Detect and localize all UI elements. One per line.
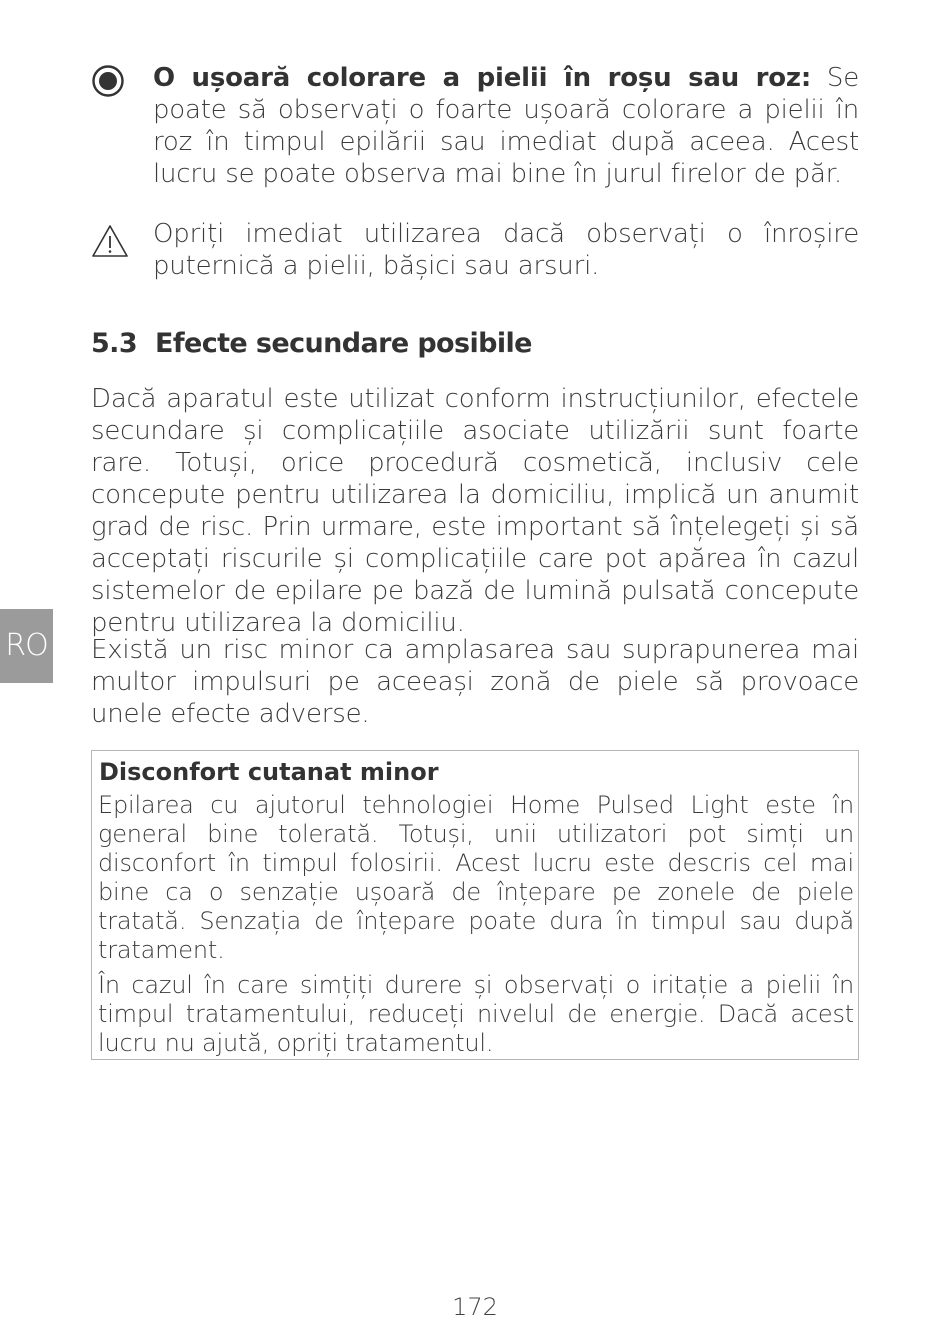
section-number: 5.3 [91,328,138,359]
warning-text: Opriți imediat utilizarea dacă observați o înroșire puternică a pielii, bășici sau arsuri. [153,219,859,281]
info-box-paragraph-1: Epilarea cu ajutorul tehnologiei Home Pulsed Light este în general bine tolerată. Totuși, unii utilizatori pot simți un disconfort în timpul folosirii. Acest lucru este descris cel mai bine ca o senzație ușoară de înțepare pe zonele de piele tratată. Senzația de înțepare poate dura în timpul sau după tratament. [98,791,854,964]
warning-icon [91,224,125,258]
body-paragraph-1: Dacă aparatul este utilizat conform instrucțiunilor, efectele secundare și complicațiile asociate utilizării sunt foarte rare. Totuși, orice procedură cosmetică, inclusiv cele concepute pentru utilizarea la domiciliu, implică un anumit grad de risc. Prin urmare, este important să înțelegeți și să acceptați riscurile și complicațiile care pot apărea în cazul sistemelor de epilare pe bază de lumină pulsată concepute pentru utilizarea la domiciliu. [91,384,859,638]
info-box-title: Disconfort cutanat minor [99,758,439,786]
bullet-body: Se poate să observați o foarte ușoară colorare a pielii în roz în timpul epilării sau imediat după aceea. Acest lucru se poate observa mai bine în jurul firelor de păr. [153,63,859,189]
info-box-paragraph-2: În cazul în care simțiți durere și observați o iritație a pielii în timpul tratamentului, reduceți nivelul de energie. Dacă acest lucru nu ajută, opriți tratamentul. [98,971,854,1057]
bullet-text [153,62,859,190]
info-box [91,750,859,1060]
radio-bullet-icon [91,64,125,98]
page-number: 172 [452,1293,498,1321]
section-heading [91,326,532,362]
bullet-bold-lead: O ușoară colorare a pielii în roșu sau roz: [153,63,812,93]
body-paragraph-2: Există un risc minor ca amplasarea sau suprapunerea mai multor impulsuri pe aceeași zonă de piele să provoace unele efecte adverse. [91,635,859,729]
language-tab: RO [0,609,53,683]
section-title: Efecte secundare posibile [155,328,532,359]
